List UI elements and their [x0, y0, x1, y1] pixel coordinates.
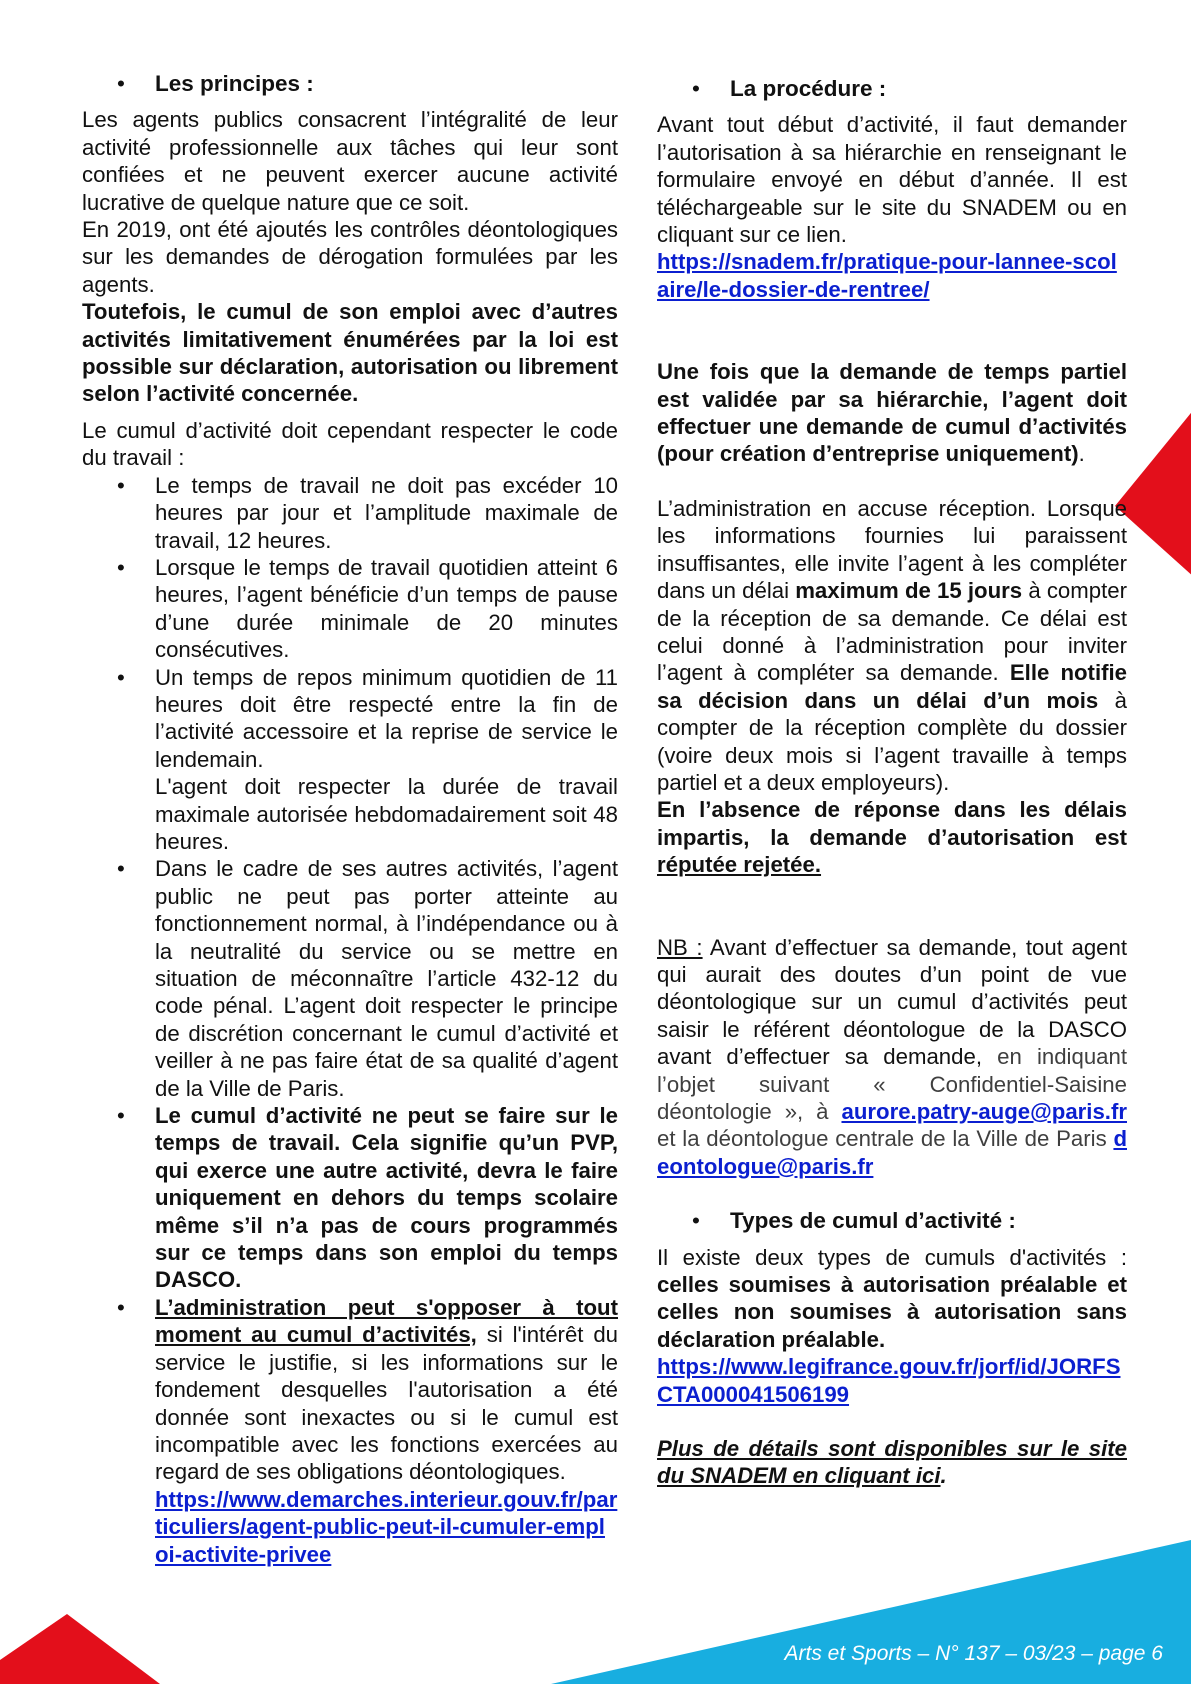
list-item: • Le cumul d’activité ne peut se faire sur le temps de travail. Cela signifie qu’un PVP, qui exerce une autre activité, devra le faire uniquement en dehors du temps scolaire même s’il n’a pas de cours programmés sur ce temps dans son emploi du temps DASCO.	[82, 1102, 618, 1294]
types-paragraph	[657, 1244, 1127, 1354]
list-item-text: Un temps de repos minimum quotidien de 11 heures doit être respecté entre la fin de l’activité accessoire et la reprise de service le lendemain.	[155, 664, 618, 772]
page-footer: Arts et Sports – N° 137 – 03/23 – page 6	[784, 1642, 1163, 1665]
snadem-details-link[interactable]: Plus de détails sont disponibles sur le site du SNADEM en cliquant ici	[657, 1436, 1127, 1489]
nb-paragraph	[657, 934, 1127, 1181]
referent-email-link[interactable]: aurore.patry-auge@paris.fr	[841, 1099, 1127, 1124]
snadem-form-link[interactable]: https://snadem.fr/pratique-pour-lannee-scolaire/le-dossier-de-rentree/	[657, 249, 1117, 302]
legifrance-link[interactable]: https://www.legifrance.gouv.fr/jorf/id/JORFSCTA000041506199	[657, 1354, 1121, 1407]
list-item-text: L'agent doit respecter la durée de travail maximale autorisée hebdomadairement soit 48 heures.	[155, 774, 618, 854]
procedure-text: à compter de la réception de sa demande. Ce délai est celui donné à l’administration pour inviter l’agent à compléter sa demande.	[657, 578, 1127, 686]
list-item: • Lorsque le temps de travail quotidien atteint 6 heures, l’agent bénéficie d’un temps de pause d’une durée minimale de 20 minutes consécutives.	[82, 554, 618, 664]
list-item-emphasis: L’administration peut s'opposer à tout moment au cumul d’activités,	[155, 1294, 618, 1348]
procedure-text: .	[1078, 441, 1085, 467]
procedure-paragraph-4	[657, 796, 1127, 878]
deontologue-email-link[interactable]: deontologue@paris.fr	[657, 1126, 1127, 1179]
procedure-paragraph-2	[657, 358, 1127, 468]
principles-heading: • Les principes :	[82, 70, 618, 97]
nb-text: en indiquant l’objet suivant « Confidentiel-Saisine déontologie », à	[657, 1044, 1128, 1124]
types-heading: • Types de cumul d’activité :	[657, 1207, 1127, 1234]
rejected-note: réputée rejetée.	[657, 852, 822, 878]
red-corner-triangle	[0, 1614, 160, 1684]
types-emphasis: celles soumises à autorisation préalable et celles non soumises à autorisation sans déclaration préalable.	[657, 1272, 1127, 1352]
list-item: • Le temps de travail ne doit pas excéder 10 heures par jour et l’amplitude maximale de travail, 12 heures.	[82, 472, 618, 554]
procedure-text: à compter de la réception complète du dossier (voire deux mois si l’agent travaille à temps partiel et a deux employeurs).	[657, 687, 1127, 795]
types-text: Il existe deux types de cumuls d'activités :	[657, 1244, 1127, 1270]
list-item	[82, 1294, 618, 1568]
list-item	[82, 664, 618, 856]
list-item: • Dans le cadre de ses autres activités, l’agent public ne peut pas porter atteinte au fonctionnement normal, à l’indépendance ou à la neutralité du service ou se mettre en situation de méconnaître l’article 432-12 du code pénal. L’agent doit respecter le principe de discrétion concernant le cumul d’activité et veiller à ne pas faire état de sa qualité d’agent de la Ville de Paris.	[82, 855, 618, 1102]
procedure-emphasis: maximum de 15 jours	[795, 578, 1023, 604]
procedure-text: L’administration en accuse réception. Lorsque les informations fournies lui paraissent insuffisantes, elle invite l’agent à les compléter dans un délai	[657, 495, 1127, 604]
principles-paragraph-4: Le cumul d’activité doit cependant respecter le code du travail :	[82, 417, 618, 471]
list-item-text: si l'intérêt du service le justifie, si les informations sur le fondement desquelles l'autorisation a été donnée sont inexactes ou si le cumul est incompatible avec les fonctions exercées au regard de ses obligations déontologiques.	[155, 1322, 619, 1485]
nb-text: Avant d’effectuer sa demande, tout agent qui aurait des doutes d’un point de vue déontologique sur un cumul d’activités peut saisir le référent déontologue de la DASCO avant d’effectuer sa demande,	[657, 934, 1128, 1070]
principles-paragraph-3: Toutefois, le cumul de son emploi avec d’autres activités limitativement énumérées par la loi est possible sur déclaration, autorisation ou librement selon l’activité concernée.	[82, 299, 618, 407]
procedure-paragraph-1: Avant tout début d’activité, il faut demander l’autorisation à sa hiérarchie en renseignant le formulaire envoyé en début d’année. Il est téléchargeable sur le site du SNADEM ou en cliquant sur ce lien.	[657, 112, 1127, 248]
principles-paragraph-2: En 2019, ont été ajoutés les contrôles déontologiques sur les demandes de dérogation formulées par les agents.	[82, 217, 618, 297]
procedure-emphasis: Une fois que la demande de temps partiel est validée par sa hiérarchie, l’agent doit effectuer une demande de cumul d’activités (pour création d’entreprise uniquement)	[657, 359, 1127, 467]
procedure-emphasis: Elle notifie sa décision dans un délai d’un mois	[657, 660, 1127, 713]
details-paragraph	[657, 1435, 1127, 1490]
procedure-emphasis: En l’absence de réponse dans les délais impartis, la demande d’autorisation est	[657, 797, 1127, 850]
rules-list	[82, 472, 618, 1568]
procedure-paragraph-3	[657, 495, 1127, 796]
procedure-heading: • La procédure :	[657, 75, 1127, 102]
right-column	[657, 75, 1127, 1490]
details-end: .	[940, 1463, 947, 1489]
nb-label: NB :	[657, 934, 703, 960]
demarches-link[interactable]: https://www.demarches.interieur.gouv.fr/particuliers/agent-public-peut-il-cumuler-emploi-activite-privee	[155, 1486, 618, 1567]
nb-text: et la déontologue centrale de la Ville de Paris	[657, 1126, 1114, 1152]
left-column	[82, 70, 618, 1568]
principles-paragraph-1: Les agents publics consacrent l’intégralité de leur activité professionnelle aux tâches qui leur sont confiées et ne peuvent exercer aucune activité lucrative de quelque nature que ce soit.	[82, 107, 618, 215]
